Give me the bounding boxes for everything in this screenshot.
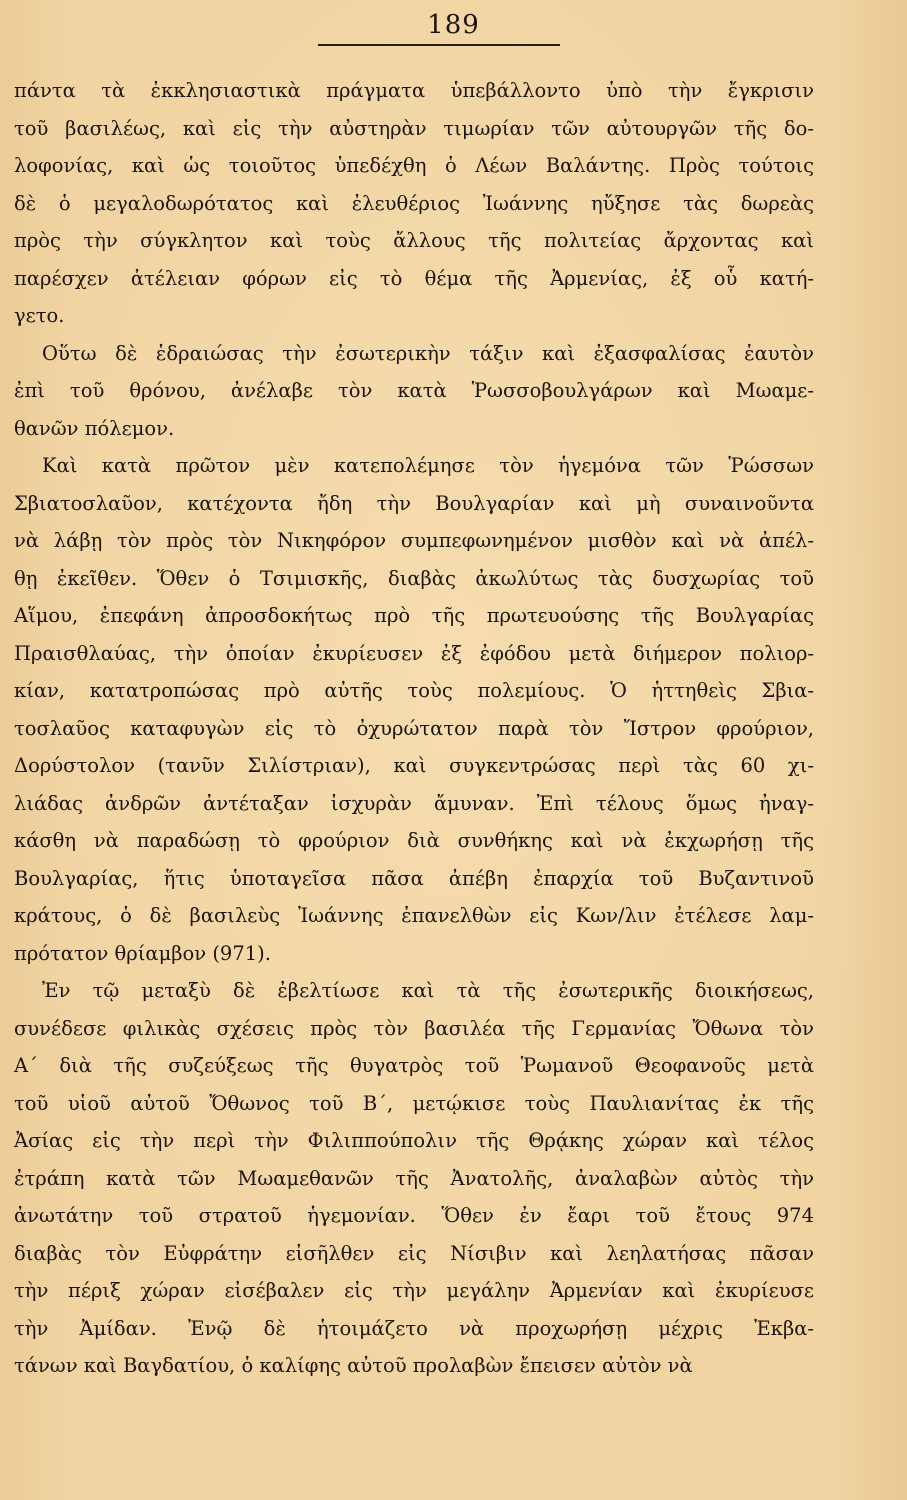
text-line: τοῦ υἱοῦ αὐτοῦ Ὄθωνος τοῦ Β΄, μετῴκισε τοὺς Παυλιανίτας ἐκ τῆς: [14, 1091, 814, 1115]
text-line: λοφονίας, καὶ ὡς τοιοῦτος ὑπεδέχθη ὁ Λέων Βαλάντης. Πρὸς τούτοις: [14, 154, 814, 177]
text-line: λιάδας ἀνδρῶν ἀντέταξαν ἰσχυρὰν ἄμυναν. Ἐπὶ τέλους ὅμως ἠναγ-: [14, 791, 814, 815]
paragraph: [14, 335, 814, 448]
paragraph: [14, 447, 814, 972]
text-line: δὲ ὁ μεγαλοδωρότατος καὶ ἐλευθέριος Ἰωάννης ηὔξησε τὰς δωρεὰς: [14, 191, 814, 215]
text-line: Οὕτω δὲ ἑδραιώσας τὴν ἐσωτερικὴν τάξιν καὶ ἐξασφαλίσας ἑαυτὸν: [42, 341, 814, 365]
text-line: ἐπὶ τοῦ θρόνου, ἀνέλαβε τὸν κατὰ Ῥωσσοβουλγάρων καὶ Μωαμε-: [14, 379, 814, 402]
text-line: Σβιατοσλαῦον, κατέχοντα ἤδη τὴν Βουλγαρίαν καὶ μὴ συναινοῦντα: [14, 491, 814, 515]
text-line: πρὸς τὴν σύγκλητον καὶ τοὺς ἄλλους τῆς πολιτείας ἄρχοντας καὶ: [14, 229, 814, 252]
text-line: συνέδεσε φιλικὰς σχέσεις πρὸς τὸν βασιλέα τῆς Γερμανίας Ὄθωνα τὸν: [14, 1016, 814, 1040]
text-line: κάσθη νὰ παραδώσῃ τὸ φρούριον διὰ συνθήκης καὶ νὰ ἐκχωρήσῃ τῆς: [14, 829, 814, 852]
text-line: Α΄ διὰ τῆς συζεύξεως τῆς θυγατρὸς τοῦ Ῥωμανοῦ Θεοφανοῦς μετὰ: [14, 1054, 814, 1077]
text-line: Βουλγαρίας, ἥτις ὑποταγεῖσα πᾶσα ἀπέβη ἐπαρχία τοῦ Βυζαντινοῦ: [14, 866, 814, 890]
paragraph: [14, 972, 814, 1385]
text-line: γετο.: [14, 304, 65, 327]
text-line: τοῦ βασιλέως, καὶ εἰς τὴν αὐστηρὰν τιμωρίαν τῶν αὐτουργῶν τῆς δο-: [14, 116, 814, 140]
text-line: Δορύστολον (τανῦν Σιλίστριαν), καὶ συγκεντρώσας περὶ τὰς 60 χι-: [14, 754, 814, 777]
text-line: Ἀσίας εἰς τὴν περὶ τὴν Φιλιππούπολιν τῆς Θρᾴκης χώραν καὶ τέλος: [14, 1129, 814, 1152]
text-line: πρότατον θρίαμβον (971).: [14, 941, 271, 965]
header-rule: [318, 44, 560, 46]
text-line: πάντα τὰ ἐκκλησιαστικὰ πράγματα ὑπεβάλλοντο ὑπὸ τὴν ἔγκρισιν: [14, 79, 814, 102]
text-line: τὴν Ἀμίδαν. Ἐνῷ δὲ ἡτοιμάζετο νὰ προχωρήσῃ μέχρις Ἐκβα-: [14, 1316, 814, 1340]
text-line: Αἵμου, ἐπεφάνη ἀπροσδοκήτως πρὸ τῆς πρωτευούσης τῆς Βουλγαρίας: [14, 604, 814, 627]
text-line: θῃ ἐκεῖθεν. Ὅθεν ὁ Τσιμισκῆς, διαβὰς ἀκωλύτως τὰς δυσχωρίας τοῦ: [14, 566, 814, 590]
text-line: κράτους, ὁ δὲ βασιλεὺς Ἰωάννης ἐπανελθὼν εἰς Κων/λιν ἐτέλεσε λαμ-: [14, 904, 814, 927]
text-line: Πραισθλαύας, τὴν ὁποίαν ἐκυρίευσεν ἐξ ἐφόδου μετὰ διήμερον πολιορ-: [14, 641, 814, 665]
text-line: κίαν, κατατροπώσας πρὸ αὐτῆς τοὺς πολεμίους. Ὁ ἡττηθεὶς Σβια-: [14, 679, 814, 702]
text-line: νὰ λάβῃ τὸν πρὸς τὸν Νικηφόρον συμπεφωνημένον μισθὸν καὶ νὰ ἀπέλ-: [14, 529, 814, 552]
text-line: ἐτράπη κατὰ τῶν Μωαμεθανῶν τῆς Ἀνατολῆς, ἀναλαβὼν αὐτὸς τὴν: [14, 1166, 814, 1190]
text-line: τοσλαῦος καταφυγὼν εἰς τὸ ὀχυρώτατον παρὰ τὸν Ἴστρον φρούριον,: [14, 716, 814, 740]
text-line: παρέσχεν ἀτέλειαν φόρων εἰς τὸ θέμα τῆς Ἀρμενίας, ἐξ οὗ κατή-: [14, 266, 814, 290]
text-line: Καὶ κατὰ πρῶτον μὲν κατεπολέμησε τὸν ἡγεμόνα τῶν Ῥώσσων: [42, 454, 814, 477]
page-number: 189: [427, 10, 480, 40]
body-text: [14, 72, 814, 1385]
text-line: διαβὰς τὸν Εὐφράτην εἰσῆλθεν εἰς Νίσιβιν καὶ λεηλατήσας πᾶσαν: [14, 1241, 814, 1265]
text-line: Ἐν τῷ μεταξὺ δὲ ἐβελτίωσε καὶ τὰ τῆς ἐσωτερικῆς διοικήσεως,: [42, 979, 814, 1002]
text-line: θανῶν πόλεμον.: [14, 416, 175, 440]
text-line: τάνων καὶ Βαγδατίου, ὁ καλίφης αὐτοῦ προλαβὼν ἔπεισεν αὐτὸν νὰ: [14, 1354, 693, 1377]
text-line: ἀνωτάτην τοῦ στρατοῦ ἡγεμονίαν. Ὅθεν ἐν ἔαρι τοῦ ἔτους 974: [14, 1204, 814, 1227]
paragraph: [14, 72, 814, 335]
text-line: τὴν πέριξ χώραν εἰσέβαλεν εἰς τὴν μεγάλην Ἀρμενίαν καὶ ἐκυρίευσε: [14, 1279, 814, 1302]
